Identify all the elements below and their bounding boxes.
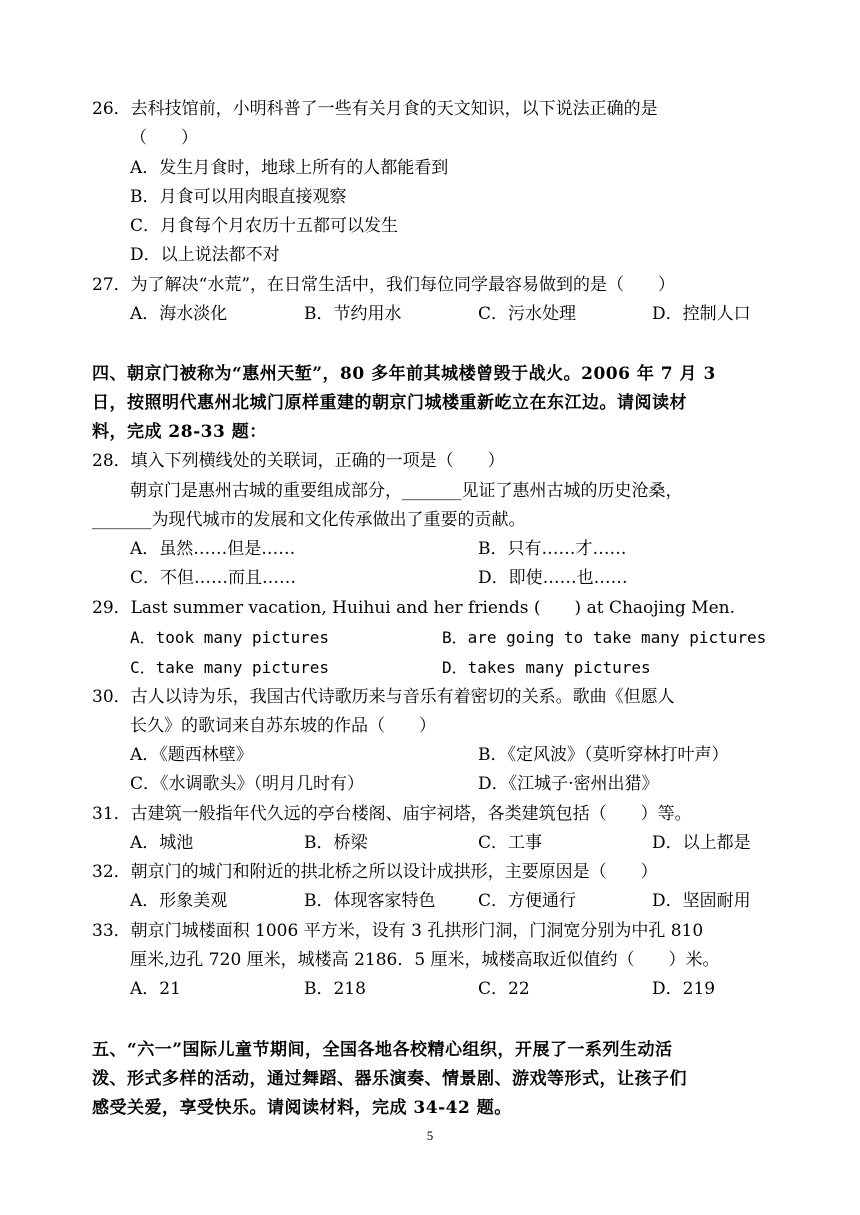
question-33-option-c: C．22 [478,979,530,999]
question-27-option-b: B．节约用水 [304,304,402,324]
question-33-stem: 33．朝京门城楼面积 1006 平方米，设有 3 孔拱形门洞，门洞宽分别为中孔 810 [92,921,704,941]
question-29-option-d: D．takes many pictures [442,658,651,677]
question-31-option-a: A．城池 [130,833,194,853]
question-32-option-a: A．形象美观 [130,891,228,911]
question-32-option-c: C．方便通行 [478,891,577,911]
question-30-option-c: C．《水调歌头》（明月几时有） [130,774,365,794]
question-33-option-d: D．219 [652,979,716,999]
question-26-blank: （ ） [130,128,198,148]
question-27-option-c: C．污水处理 [478,304,577,324]
question-28-option-c: C．不但……而且…… [130,568,297,588]
question-33-stem-cont: 厘米,边孔 720 厘米，城楼高 2186．5 厘米，城楼高取近似值约（ ）米。 [130,950,720,970]
question-30-option-a: A．《题西林壁》 [130,745,253,765]
section-4-intro-line-3: 料，完成 28-33 题： [92,422,267,442]
question-31-option-b: B．桥梁 [304,833,368,853]
question-27-stem: 27．为了解决“水荒”，在日常生活中，我们每位同学最容易做到的是（ ） [92,275,676,295]
section-5-intro-line-3: 感受关爱，享受快乐。请阅读材料，完成 34-42 题。 [92,1098,512,1118]
question-31-stem: 31．古建筑一般指年代久远的亭台楼阁、庙宇祠塔，各类建筑包括（ ）等。 [92,804,692,824]
question-26-option-a: A．发生月食时，地球上所有的人都能看到 [130,158,449,178]
question-30-stem-cont: 长久》的歌词来自苏东坡的作品（ ） [130,716,436,736]
question-26-option-b: B．月食可以用肉眼直接观察 [130,187,347,207]
section-4-intro-line-1: 四、朝京门被称为“惠州天堑”，80 多年前其城楼曾毁于战火。2006 年 7 月 3 [92,364,716,384]
section-4-intro-line-2: 日，按照明代惠州北城门原样重建的朝京门城楼重新屹立在东江边。请阅读材 [92,393,687,413]
question-32-option-b: B．体现客家特色 [304,891,436,911]
question-29-option-b: B．are going to take many pictures [442,628,767,647]
question-28-passage-1: 朝京门是惠州古城的重要组成部分，_______见证了惠州古城的历史沧桑， [130,481,683,501]
question-31-option-c: C．工事 [478,833,543,853]
question-27-option-d: D．控制人口 [652,304,751,324]
question-28-option-a: A．虽然……但是…… [130,539,296,559]
section-5-intro-line-2: 泼、形式多样的活动，通过舞蹈、器乐演奏、情景剧、游戏等形式，让孩子们 [92,1069,687,1089]
question-31-option-d: D．以上都是 [652,833,751,853]
question-26-option-c: C．月食每个月农历十五都可以发生 [130,216,399,236]
question-28-option-d: D．即使……也…… [478,568,628,588]
question-32-stem: 32．朝京门的城门和附近的拱北桥之所以设计成拱形，主要原因是（ ） [92,862,658,882]
question-29-option-a: A．took many pictures [130,628,330,647]
question-26-stem: 26．去科技馆前，小明科普了一些有关月食的天文知识，以下说法正确的是 [92,99,658,119]
question-28-stem: 28．填入下列横线处的关联词，正确的一项是（ ） [92,451,505,471]
question-33-option-a: A．21 [130,979,181,999]
question-29-option-c: C．take many pictures [130,658,330,677]
question-30-stem: 30．古人以诗为乐，我国古代诗歌历来与音乐有着密切的关系。歌曲《但愿人 [92,687,675,707]
question-26-option-d: D．以上说法都不对 [130,245,280,265]
question-30-option-b: B．《定风波》（莫听穿林打叶声） [478,745,729,765]
question-27-option-a: A．海水淡化 [130,304,228,324]
question-29-stem: 29．Last summer vacation, Huihui and her friends ( ) at Chaojing Men. [92,598,736,618]
question-28-passage-2: _______为现代城市的发展和文化传承做出了重要的贡献。 [92,510,526,530]
question-32-option-d: D．坚固耐用 [652,891,751,911]
section-5-intro-line-1: 五、“六一”国际儿童节期间，全国各地各校精心组织，开展了一系列生动活 [92,1040,673,1060]
question-33-option-b: B．218 [304,979,366,999]
question-30-option-d: D．《江城子·密州出猎》 [478,774,659,794]
page-number: 5 [426,1128,434,1143]
question-28-option-b: B．只有……才…… [478,539,627,559]
